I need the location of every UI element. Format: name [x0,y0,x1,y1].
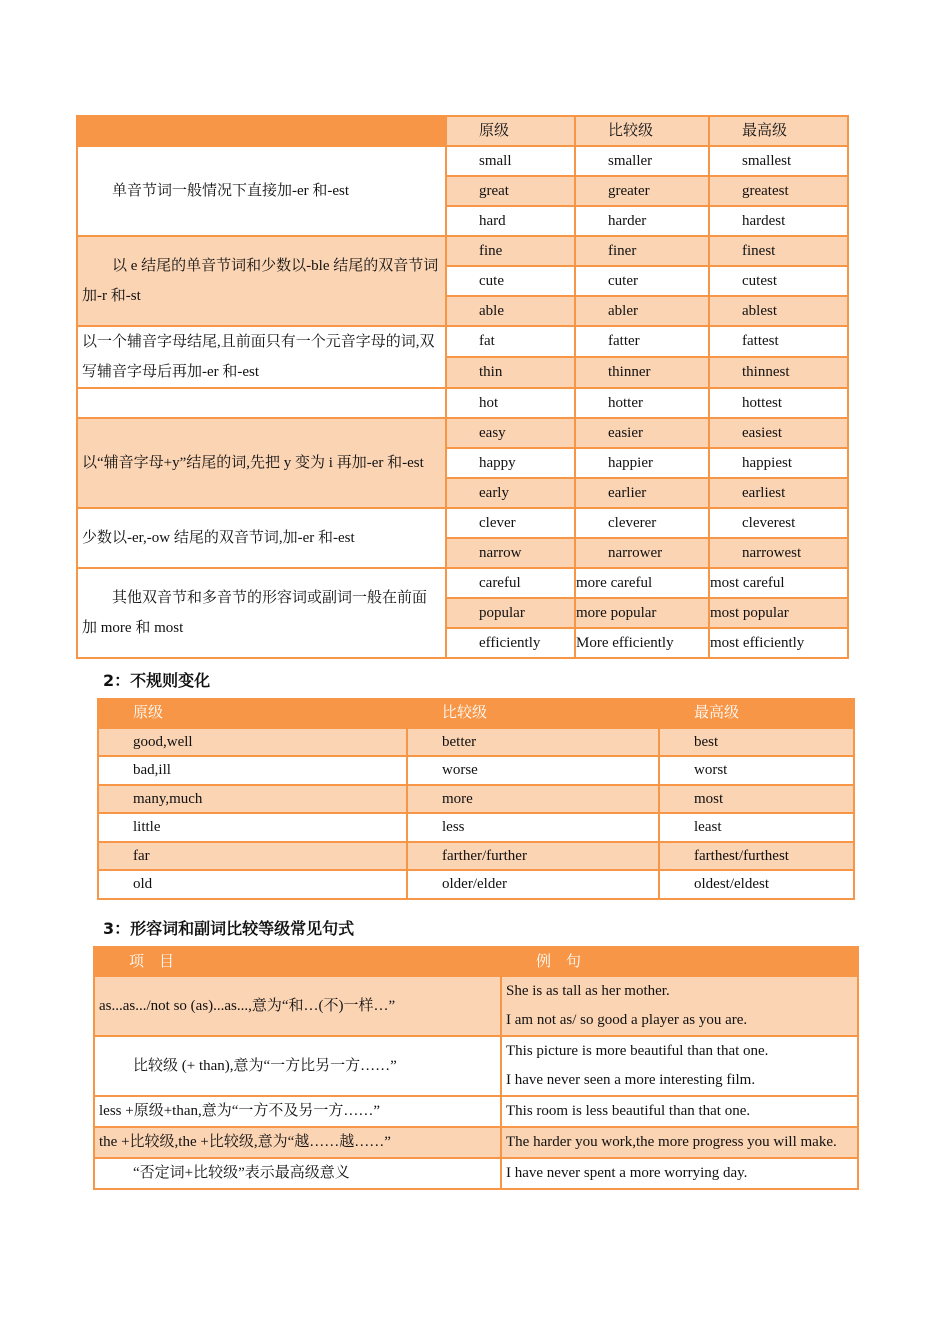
sentence-patterns-table [93,946,859,1190]
positive-cell: good,well [98,728,407,757]
positive-cell: old [98,870,407,899]
rule-cell: 以“辅音字母+y”结尾的词,先把 y 变为 i 再加-er 和-est [77,418,446,508]
superlative-cell: most popular [709,598,848,628]
superlative-cell: cutest [709,266,848,296]
comparative-cell: more popular [575,598,709,628]
positive-cell: far [98,842,407,871]
table-row [94,1127,858,1158]
table-row [94,1096,858,1127]
comparative-cell: better [407,728,659,757]
positive-cell: early [446,478,575,508]
table-row [98,813,854,842]
section-2-title: 2：不规则变化 [103,671,211,690]
comparative-cell: abler [575,296,709,326]
positive-cell: many,much [98,785,407,814]
header-item: 项 目 [94,947,501,976]
superlative-cell: cleverest [709,508,848,538]
table-row [94,1036,858,1096]
table-row [98,785,854,814]
rule-cell: 少数以-er,-ow 结尾的双音节词,加-er 和-est [77,508,446,568]
table-row [94,976,858,1036]
comparative-cell: thinner [575,357,709,388]
superlative-cell: hottest [709,388,848,418]
table-header-row [77,116,848,146]
comparative-cell: cleverer [575,508,709,538]
example-sentence: She is as tall as her mother. [506,983,670,999]
table-row [77,326,848,357]
superlative-cell: easiest [709,418,848,448]
irregular-forms-table [97,698,855,900]
header-positive: 原级 [98,699,407,728]
superlative-cell: worst [659,756,854,785]
header-comparative: 比较级 [575,116,709,146]
positive-cell: thin [446,357,575,388]
comparative-cell: worse [407,756,659,785]
table-row [77,388,848,418]
example-cell [501,1096,858,1127]
positive-cell: happy [446,448,575,478]
positive-cell: efficiently [446,628,575,658]
rule-cell: 其他双音节和多音节的形容词或副词一般在前面加 more 和 most [77,568,446,658]
superlative-cell: greatest [709,176,848,206]
header-superlative: 最高级 [659,699,854,728]
example-cell [501,976,858,1036]
comparative-cell: earlier [575,478,709,508]
table-row [77,508,848,538]
positive-cell: small [446,146,575,176]
superlative-cell: narrowest [709,538,848,568]
superlative-cell: best [659,728,854,757]
positive-cell: great [446,176,575,206]
positive-cell: hot [446,388,575,418]
positive-cell: popular [446,598,575,628]
pattern-cell: as...as.../not so (as)...as...,意为“和…(不)一样…” [94,976,501,1036]
positive-cell: fat [446,326,575,357]
positive-cell: fine [446,236,575,266]
comparative-cell: smaller [575,146,709,176]
table-header-row [94,947,858,976]
superlative-cell: most efficiently [709,628,848,658]
superlative-cell: most [659,785,854,814]
superlative-cell: smallest [709,146,848,176]
header-example: 例 句 [501,947,858,976]
positive-cell: bad,ill [98,756,407,785]
superlative-cell: oldest/eldest [659,870,854,899]
header-comparative: 比较级 [407,699,659,728]
superlative-cell: earliest [709,478,848,508]
rule-cell: 以 e 结尾的单音节词和少数以-ble 结尾的双音节词加-r 和-st [77,236,446,326]
rule-cell: 单音节词一般情况下直接加-er 和-est [77,146,446,236]
table-row [98,756,854,785]
superlative-cell: most careful [709,568,848,598]
comparative-cell: hotter [575,388,709,418]
positive-cell: little [98,813,407,842]
example-cell [501,1127,858,1158]
example-cell [501,1158,858,1189]
table-row [77,236,848,266]
positive-cell: cute [446,266,575,296]
section-3-title: 3：形容词和副词比较等级常见句式 [103,919,355,938]
comparative-cell: cuter [575,266,709,296]
pattern-cell: “否定词+比较级”表示最高级意义 [94,1158,501,1189]
rule-header-cell [77,116,446,146]
positive-cell: easy [446,418,575,448]
comparative-cell: less [407,813,659,842]
example-sentence: I have never spent a more worrying day. [506,1165,748,1181]
comparative-cell: older/elder [407,870,659,899]
positive-cell: hard [446,206,575,236]
table-row [77,418,848,448]
superlative-cell: ablest [709,296,848,326]
example-sentence: I am not as/ so good a player as you are. [506,1012,748,1028]
header-superlative: 最高级 [709,116,848,146]
example-sentence: This picture is more beautiful than that one. [506,1043,769,1059]
pattern-cell: less +原级+than,意为“一方不及另一方……” [94,1096,501,1127]
comparative-cell: narrower [575,538,709,568]
comparative-cell: happier [575,448,709,478]
comparison-rules-table [76,115,849,659]
table-row [94,1158,858,1189]
superlative-cell: fattest [709,326,848,357]
comparative-cell: more careful [575,568,709,598]
example-sentence: I have never seen a more interesting film. [506,1072,756,1088]
positive-cell: careful [446,568,575,598]
rule-cell [77,388,446,418]
superlative-cell: least [659,813,854,842]
positive-cell: clever [446,508,575,538]
pattern-cell: the +比较级,the +比较级,意为“越……越……” [94,1127,501,1158]
superlative-cell: farthest/furthest [659,842,854,871]
example-sentence: This room is less beautiful than that one. [506,1103,751,1119]
example-cell [501,1036,858,1096]
example-sentence: The harder you work,the more progress you will make. [506,1134,837,1150]
superlative-cell: hardest [709,206,848,236]
table-row [77,568,848,598]
rule-cell: 以一个辅音字母结尾,且前面只有一个元音字母的词,双写辅音字母后再加-er 和-est [77,326,446,388]
table-header-row [98,699,854,728]
comparative-cell: easier [575,418,709,448]
table-row [98,842,854,871]
positive-cell: narrow [446,538,575,568]
superlative-cell: happiest [709,448,848,478]
table-row [98,870,854,899]
header-positive: 原级 [446,116,575,146]
comparative-cell: greater [575,176,709,206]
positive-cell: able [446,296,575,326]
table-row [77,146,848,176]
pattern-cell: 比较级 (+ than),意为“一方比另一方……” [94,1036,501,1096]
comparative-cell: fatter [575,326,709,357]
comparative-cell: harder [575,206,709,236]
comparative-cell: finer [575,236,709,266]
comparative-cell: more [407,785,659,814]
comparative-cell: farther/further [407,842,659,871]
superlative-cell: thinnest [709,357,848,388]
comparative-cell: More efficiently [575,628,709,658]
superlative-cell: finest [709,236,848,266]
table-row [98,728,854,757]
